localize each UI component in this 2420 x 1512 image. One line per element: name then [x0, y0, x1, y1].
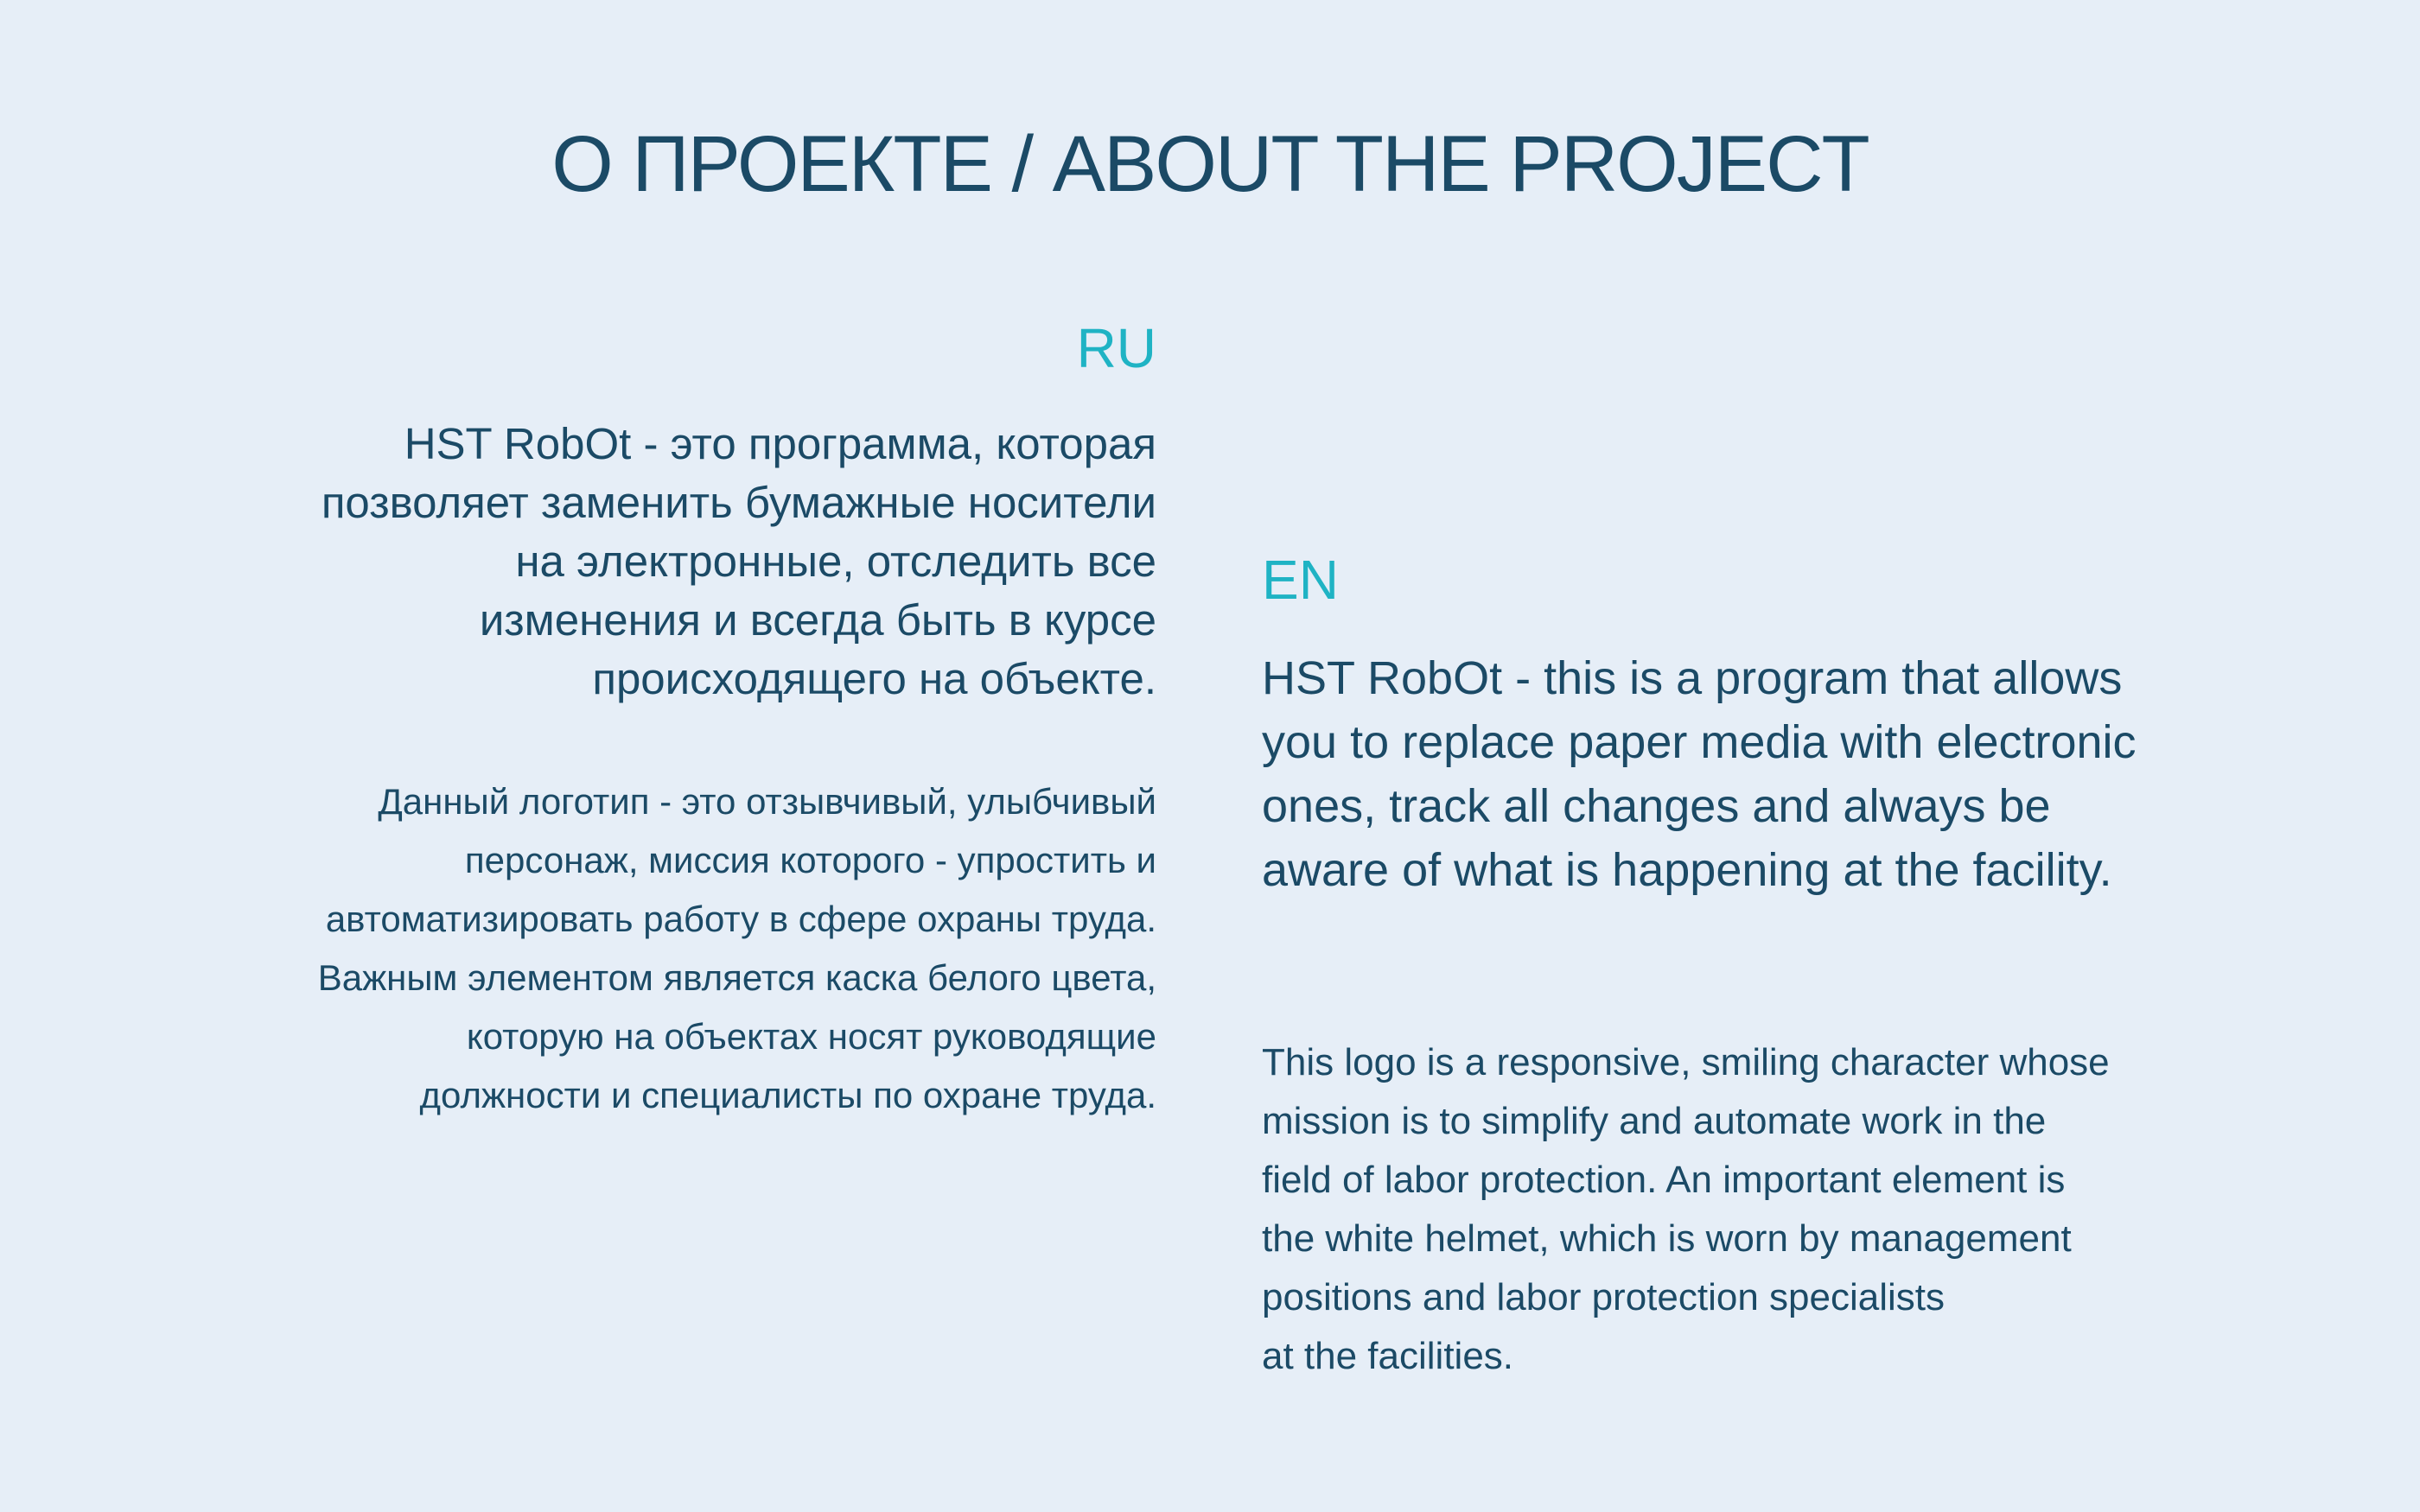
- ru-section: [206, 318, 1156, 378]
- ru-lead-line: на электронные, отследить все: [515, 537, 1156, 586]
- ru-body-line: которую на объектах носят руководящие: [466, 1016, 1156, 1057]
- en-body-line: positions and labor protection specialists: [1262, 1276, 1946, 1318]
- en-body-line: This logo is a responsive, smiling character whose: [1262, 1041, 2110, 1083]
- ru-lead-line: изменения и всегда быть в курсе: [479, 595, 1156, 645]
- en-lead-line: aware of what is happening at the facility.: [1262, 844, 2112, 896]
- ru-body-line: автоматизировать работу в сфере охраны труда.: [325, 899, 1156, 939]
- en-body-paragraph: [1262, 1033, 2247, 1386]
- en-lead-line: HST RobOt - this is a program that allows: [1262, 652, 2123, 704]
- en-lead-line: you to replace paper media with electronic: [1262, 716, 2137, 768]
- en-body-line: field of labor protection. An important element is: [1262, 1159, 2066, 1201]
- en-body-line: at the facilities.: [1262, 1335, 1514, 1377]
- ru-body-line: Важным элементом является каска белого цвета,: [317, 957, 1156, 998]
- ru-body-line: персонаж, миссия которого - упростить и: [464, 840, 1156, 880]
- ru-lead-line: позволяет заменить бумажные носители: [321, 478, 1156, 527]
- en-body-line: mission is to simplify and automate work in the: [1262, 1100, 2047, 1142]
- en-lead-paragraph: [1262, 646, 2247, 902]
- ru-language-label: RU: [1076, 317, 1156, 379]
- en-body-line: the white helmet, which is worn by management: [1262, 1217, 2072, 1260]
- ru-body-line: должности и специалисты по охране труда.: [419, 1075, 1156, 1115]
- ru-body-line: Данный логотип - это отзывчивый, улыбчивый: [378, 781, 1156, 822]
- ru-lead-line: происходящего на объекте.: [592, 654, 1156, 703]
- page-title: О ПРОЕКТЕ / ABOUT THE PROJECT: [551, 120, 1869, 208]
- ru-body-paragraph: [206, 772, 1156, 1125]
- ru-lead-paragraph: [206, 415, 1156, 708]
- ru-lead-line: HST RobOt - это программа, которая: [404, 419, 1156, 468]
- en-lead-line: ones, track all changes and always be: [1262, 780, 2051, 832]
- en-language-label: EN: [1262, 549, 1339, 611]
- en-section: [1262, 550, 2247, 610]
